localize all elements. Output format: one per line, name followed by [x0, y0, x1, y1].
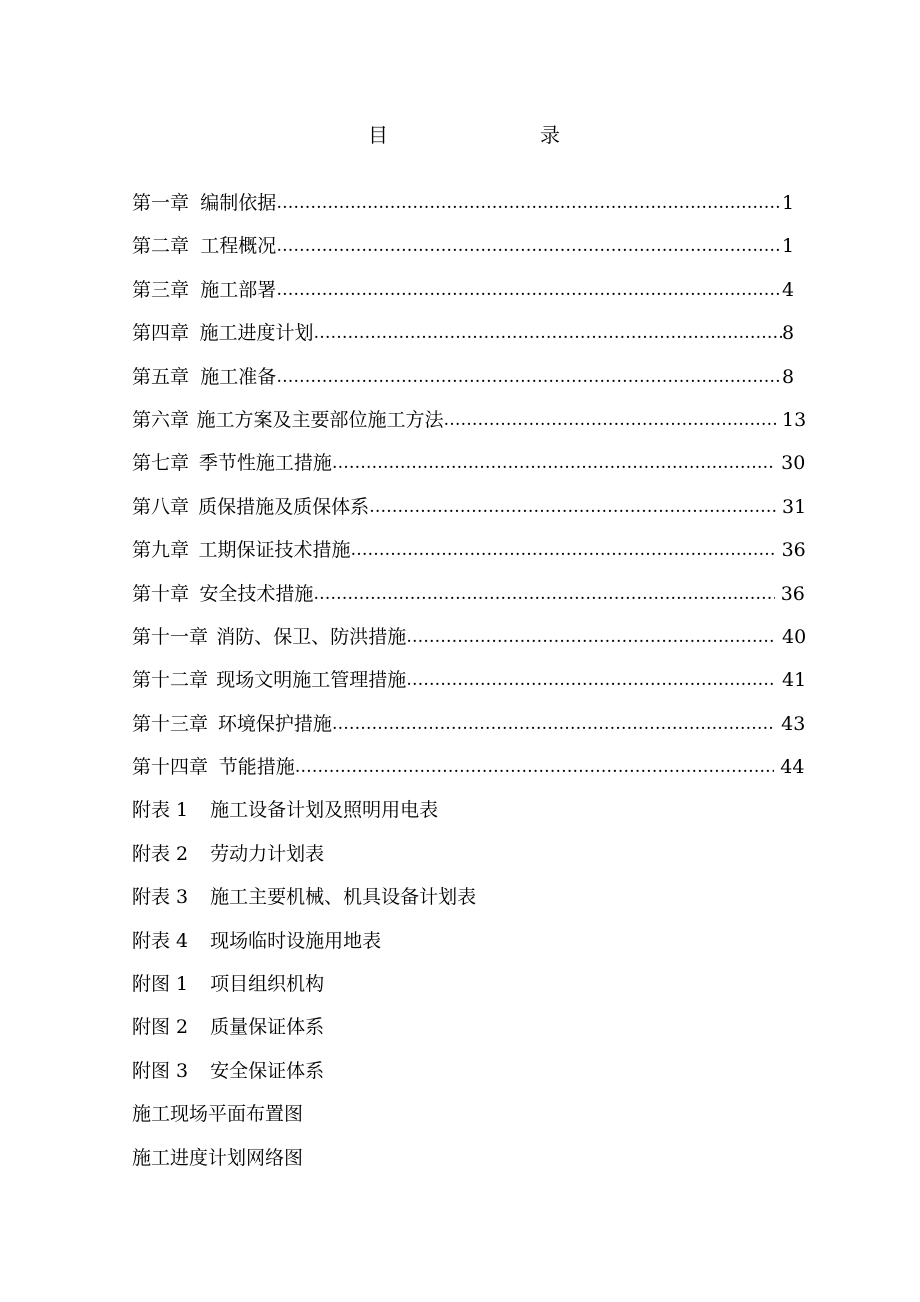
leader-dots [406, 616, 776, 659]
chapter-title: 施工准备 [200, 365, 277, 388]
page-number: 30 [781, 452, 806, 475]
toc-row-appendix-table-2[interactable] [132, 833, 792, 876]
extra-title: 施工进度计划网络图 [132, 1146, 304, 1169]
appendix-title: 施工主要机械、机具设备计划表 [210, 886, 477, 909]
chapter-title: 施工进度计划 [199, 322, 314, 345]
toc-row-chapter-8[interactable] [132, 486, 807, 529]
leader-dots [351, 529, 776, 572]
toc-row-chapter-14[interactable] [132, 746, 805, 789]
page-number: 43 [781, 712, 806, 735]
leader-dots [369, 486, 776, 529]
leader-dots [313, 573, 774, 616]
appendix-title: 劳动力计划表 [210, 842, 325, 865]
appendix-title: 质量保证体系 [210, 1016, 325, 1039]
page-number: 1 [782, 192, 795, 214]
leader-dots [332, 703, 775, 746]
toc-row-chapter-1[interactable] [132, 182, 795, 225]
appendix-title: 现场临时设施用地表 [210, 929, 382, 952]
title-char-1: 目 [368, 123, 388, 147]
toc-row-chapter-12[interactable] [132, 659, 807, 702]
chapter-title: 质保措施及质保体系 [198, 495, 370, 518]
chapter-number: 第二章 [132, 235, 190, 258]
appendix-title: 项目组织机构 [210, 973, 325, 996]
chapter-number: 第四章 [132, 322, 190, 345]
chapter-title: 环境保护措施 [217, 712, 332, 735]
page-number: 36 [781, 539, 806, 562]
appendix-label: 附图 3 [132, 1059, 189, 1082]
toc-row-chapter-6[interactable] [132, 399, 807, 442]
chapter-title: 编制依据 [200, 192, 277, 214]
leader-dots [276, 225, 782, 268]
leader-dots [276, 182, 782, 225]
leader-dots [332, 442, 775, 485]
page-number: 44 [780, 756, 805, 779]
toc-row-appendix-table-1[interactable] [132, 789, 792, 832]
chapter-title: 季节性施工措施 [198, 452, 332, 475]
leader-dots [443, 399, 776, 442]
chapter-number: 第十二章 [132, 669, 209, 692]
chapter-number: 第十三章 [132, 712, 209, 735]
page-number: 36 [780, 582, 805, 605]
page-number: 41 [782, 669, 807, 692]
chapter-number: 第三章 [132, 278, 190, 301]
toc-row-appendix-table-3[interactable] [132, 876, 792, 919]
leader-dots [313, 312, 782, 355]
chapter-title: 施工部署 [200, 278, 277, 301]
leader-dots [295, 746, 775, 789]
chapter-number: 第五章 [132, 365, 190, 388]
chapter-title: 消防、保卫、防洪措施 [216, 625, 407, 648]
chapter-number: 第十四章 [132, 756, 209, 779]
page-number: 4 [782, 278, 795, 301]
toc-row-appendix-table-4[interactable] [132, 920, 792, 963]
chapter-number: 第九章 [132, 539, 190, 562]
toc-row-chapter-3[interactable] [132, 269, 795, 312]
chapter-number: 第十一章 [132, 625, 209, 648]
page-number: 1 [782, 235, 795, 258]
chapter-title: 施工方案及主要部位施工方法 [196, 408, 444, 431]
page-number: 8 [782, 365, 795, 388]
leader-dots [406, 659, 776, 702]
chapter-title: 节能措施 [218, 756, 295, 779]
appendix-title: 安全保证体系 [210, 1059, 325, 1082]
toc-title [368, 120, 568, 150]
chapter-number: 第八章 [132, 495, 190, 518]
title-char-2: 录 [540, 123, 560, 147]
toc-row-appendix-figure-2[interactable] [132, 1006, 792, 1049]
toc-row-appendix-figure-3[interactable] [132, 1050, 792, 1093]
chapter-number: 第一章 [132, 192, 190, 214]
toc-row-chapter-10[interactable] [132, 573, 805, 616]
appendix-label: 附图 1 [132, 973, 189, 996]
toc-row-chapter-7[interactable] [132, 442, 806, 485]
toc-row-chapter-4[interactable] [132, 312, 795, 355]
toc-row-site-plan[interactable] [132, 1093, 792, 1136]
chapter-title: 现场文明施工管理措施 [216, 669, 407, 692]
chapter-number: 第七章 [132, 452, 190, 475]
chapter-number: 第六章 [132, 408, 190, 431]
toc-row-chapter-13[interactable] [132, 703, 806, 746]
extra-title: 施工现场平面布置图 [132, 1103, 304, 1126]
page-number: 40 [782, 625, 807, 648]
page-number: 13 [782, 408, 807, 431]
toc-row-chapter-11[interactable] [132, 616, 807, 659]
appendix-label: 附表 2 [132, 842, 189, 865]
leader-dots [276, 269, 782, 312]
chapter-number: 第十章 [132, 582, 190, 605]
page-number: 31 [782, 495, 807, 518]
appendix-title: 施工设备计划及照明用电表 [210, 799, 439, 822]
appendix-label: 附表 3 [132, 886, 189, 909]
appendix-label: 附表 4 [132, 929, 189, 952]
page-number: 8 [782, 322, 795, 345]
appendix-label: 附表 1 [132, 799, 189, 822]
chapter-title: 工期保证技术措施 [198, 539, 351, 562]
toc-row-network-schedule[interactable] [132, 1137, 792, 1180]
chapter-title: 工程概况 [200, 235, 277, 258]
toc-row-chapter-2[interactable] [132, 225, 795, 268]
toc-row-appendix-figure-1[interactable] [132, 963, 792, 1006]
toc-row-chapter-9[interactable] [132, 529, 806, 572]
toc-row-chapter-5[interactable] [132, 356, 795, 399]
chapter-title: 安全技术措施 [199, 582, 314, 605]
appendix-label: 附图 2 [132, 1016, 189, 1039]
leader-dots [276, 356, 782, 399]
table-of-contents [132, 182, 807, 1180]
